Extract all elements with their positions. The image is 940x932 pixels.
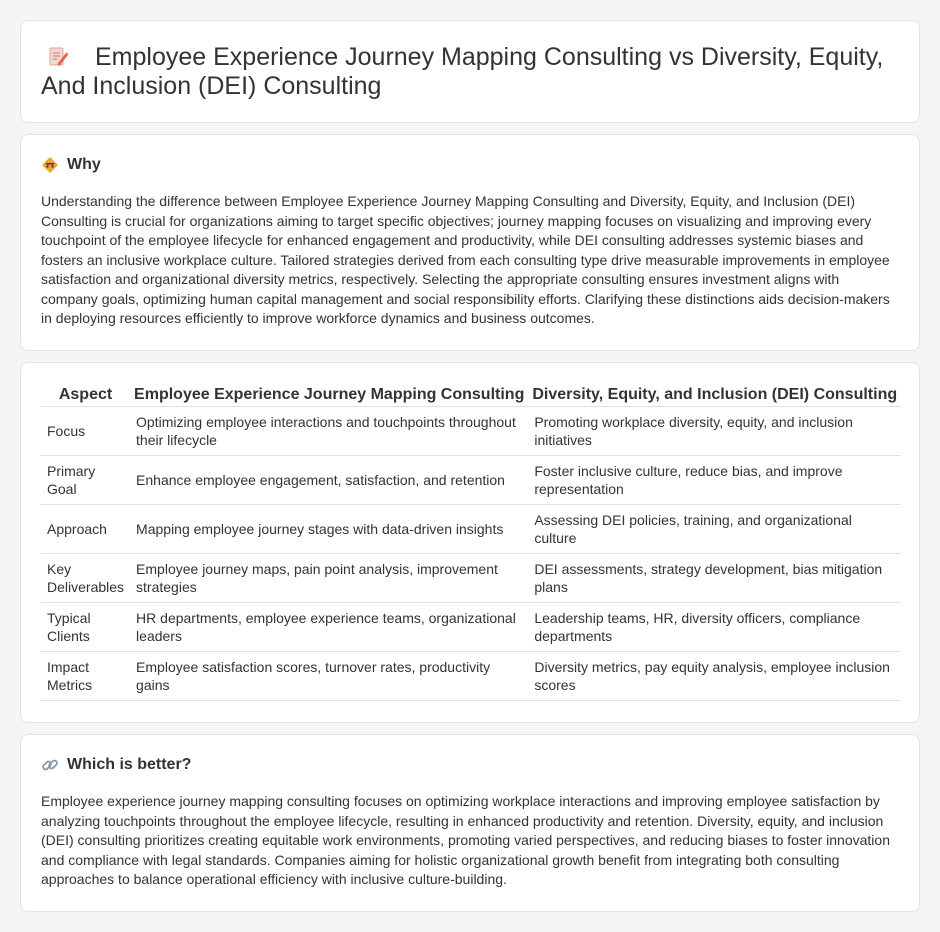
aspect-cell: Impact Metrics bbox=[41, 652, 130, 701]
dei-cell: Leadership teams, HR, diversity officers, compliance departments bbox=[528, 603, 901, 652]
page-title-text: Employee Experience Journey Mapping Consulting vs Diversity, Equity, And Inclusion (DEI) Consulting bbox=[41, 43, 884, 100]
journey-mapping-cell: Optimizing employee interactions and touchpoints throughout their lifecycle bbox=[130, 407, 528, 456]
warning-sign-icon bbox=[41, 156, 59, 174]
aspect-cell: Approach bbox=[41, 505, 130, 554]
why-heading-text: Why bbox=[67, 156, 101, 173]
dei-cell: Diversity metrics, pay equity analysis, employee inclusion scores bbox=[528, 652, 901, 701]
better-heading-text: Which is better? bbox=[67, 756, 192, 773]
column-header-journey-mapping: Employee Experience Journey Mapping Consulting bbox=[130, 383, 528, 407]
aspect-cell: Focus bbox=[41, 407, 130, 456]
why-heading bbox=[41, 155, 899, 175]
table-row bbox=[41, 652, 901, 701]
dei-cell: Promoting workplace diversity, equity, and inclusion initiatives bbox=[528, 407, 901, 456]
journey-mapping-cell: Employee satisfaction scores, turnover rates, productivity gains bbox=[130, 652, 528, 701]
aspect-cell: Key Deliverables bbox=[41, 554, 130, 603]
table-row bbox=[41, 554, 901, 603]
which-is-better-section bbox=[20, 734, 920, 912]
why-section bbox=[20, 134, 920, 351]
journey-mapping-cell: Mapping employee journey stages with data-driven insights bbox=[130, 505, 528, 554]
link-icon bbox=[41, 756, 59, 774]
why-text: Understanding the difference between Employee Experience Journey Mapping Consulting and Diversity, Equity, and Inclusion (DEI) Consulting is crucial for organizations aiming to target specific objectives; journey mapping focuses on visualizing and improving every touchpoint of the employee lifecycle for enhanced engagement and productivity, while DEI consulting addresses systemic biases and fosters an inclusive workplace culture. Tailored strategies derived from each consulting type drive measurable improvements in employee satisfaction and organizational diversity metrics, respectively. Selecting the appropriate consulting ensures investment aligns with company goals, optimizing human capital management and social responsibility efforts. Clarifying these distinctions aids decision-makers in deploying resources efficiently to improve workforce dynamics and business outcomes. bbox=[41, 193, 890, 326]
aspect-cell: Typical Clients bbox=[41, 603, 130, 652]
better-text: Employee experience journey mapping consulting focuses on optimizing workplace interactions and improving employee satisfaction by analyzing touchpoints throughout the employee lifecycle, resulting in enhanced productivity and retention. Diversity, equity, and inclusion (DEI) consulting prioritizes creating equitable work environments, promoting varied perspectives, and reducing biases to foster innovation and compliance with legal standards. Companies aiming for holistic organizational growth benefit from integrating both consulting approaches to balance operational efficiency with inclusive culture-building. bbox=[41, 793, 890, 887]
journey-mapping-cell: Enhance employee engagement, satisfaction, and retention bbox=[130, 456, 528, 505]
page-title bbox=[41, 43, 899, 101]
table-row bbox=[41, 603, 901, 652]
column-header-aspect: Aspect bbox=[41, 383, 130, 407]
aspect-cell: Primary Goal bbox=[41, 456, 130, 505]
table-row bbox=[41, 407, 901, 456]
journey-mapping-cell: HR departments, employee experience teams, organizational leaders bbox=[130, 603, 528, 652]
column-header-dei: Diversity, Equity, and Inclusion (DEI) Consulting bbox=[528, 383, 901, 407]
better-heading bbox=[41, 755, 899, 775]
table-header-row bbox=[41, 383, 901, 407]
dei-cell: DEI assessments, strategy development, bias mitigation plans bbox=[528, 554, 901, 603]
journey-mapping-cell: Employee journey maps, pain point analysis, improvement strategies bbox=[130, 554, 528, 603]
comparison-table bbox=[41, 383, 901, 701]
edit-document-icon bbox=[47, 46, 69, 68]
title-card bbox=[20, 20, 920, 123]
table-row bbox=[41, 505, 901, 554]
table-row bbox=[41, 456, 901, 505]
dei-cell: Foster inclusive culture, reduce bias, and improve representation bbox=[528, 456, 901, 505]
dei-cell: Assessing DEI policies, training, and organizational culture bbox=[528, 505, 901, 554]
comparison-section bbox=[20, 362, 920, 723]
